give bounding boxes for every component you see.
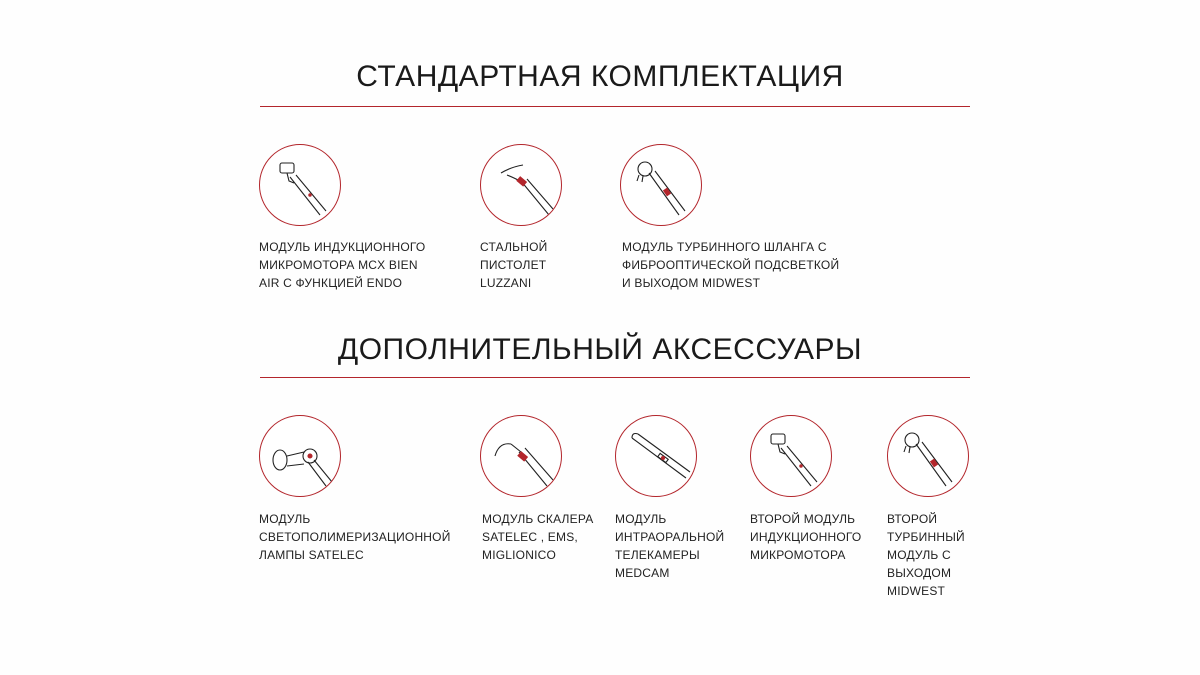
section-title-additional: ДОПОЛНИТЕЛЬНЫЙ АКСЕССУАРЫ [337, 333, 863, 366]
section-title-standard: СТАНДАРТНАЯ КОМПЛЕКТАЦИЯ [356, 60, 844, 93]
additional-item-label: ВТОРОЙ ТУРБИННЫЙ МОДУЛЬ С ВЫХОДОМ MIDWEST [887, 512, 965, 598]
micromotor-handpiece-icon [259, 144, 341, 226]
micromotor-handpiece-icon [750, 415, 832, 497]
additional-item-label: МОДУЛЬ СКАЛЕРА SATELEC , EMS, MIGLIONICO [482, 512, 594, 562]
scaler-icon [480, 415, 562, 497]
section-divider [260, 106, 970, 107]
standard-item-label: МОДУЛЬ ТУРБИННОГО ШЛАНГА С ФИБРООПТИЧЕСКОЙ ПОДСВЕТКОЙ И ВЫХОДОМ MIDWEST [622, 240, 840, 290]
intraoral-camera-icon [615, 415, 697, 497]
air-water-syringe-icon [480, 144, 562, 226]
curing-lamp-icon [259, 415, 341, 497]
additional-item-label: МОДУЛЬ СВЕТОПОЛИМЕРИЗАЦИОННОЙ ЛАМПЫ SATELEC [259, 512, 451, 562]
standard-item-label: СТАЛЬНОЙ ПИСТОЛЕТ LUZZANI [480, 240, 548, 290]
section-divider [260, 377, 970, 378]
additional-item-label: МОДУЛЬ ИНТРАОРАЛЬНОЙ ТЕЛЕКАМЕРЫ MEDCAM [615, 512, 725, 580]
additional-item-label: ВТОРОЙ МОДУЛЬ ИНДУКЦИОННОГО МИКРОМОТОРА [750, 512, 862, 562]
turbine-handpiece-icon [620, 144, 702, 226]
turbine-handpiece-icon [887, 415, 969, 497]
standard-item-label: МОДУЛЬ ИНДУКЦИОННОГО МИКРОМОТОРА MCX BIEN AIR С ФУНКЦИЕЙ ENDO [259, 240, 426, 290]
